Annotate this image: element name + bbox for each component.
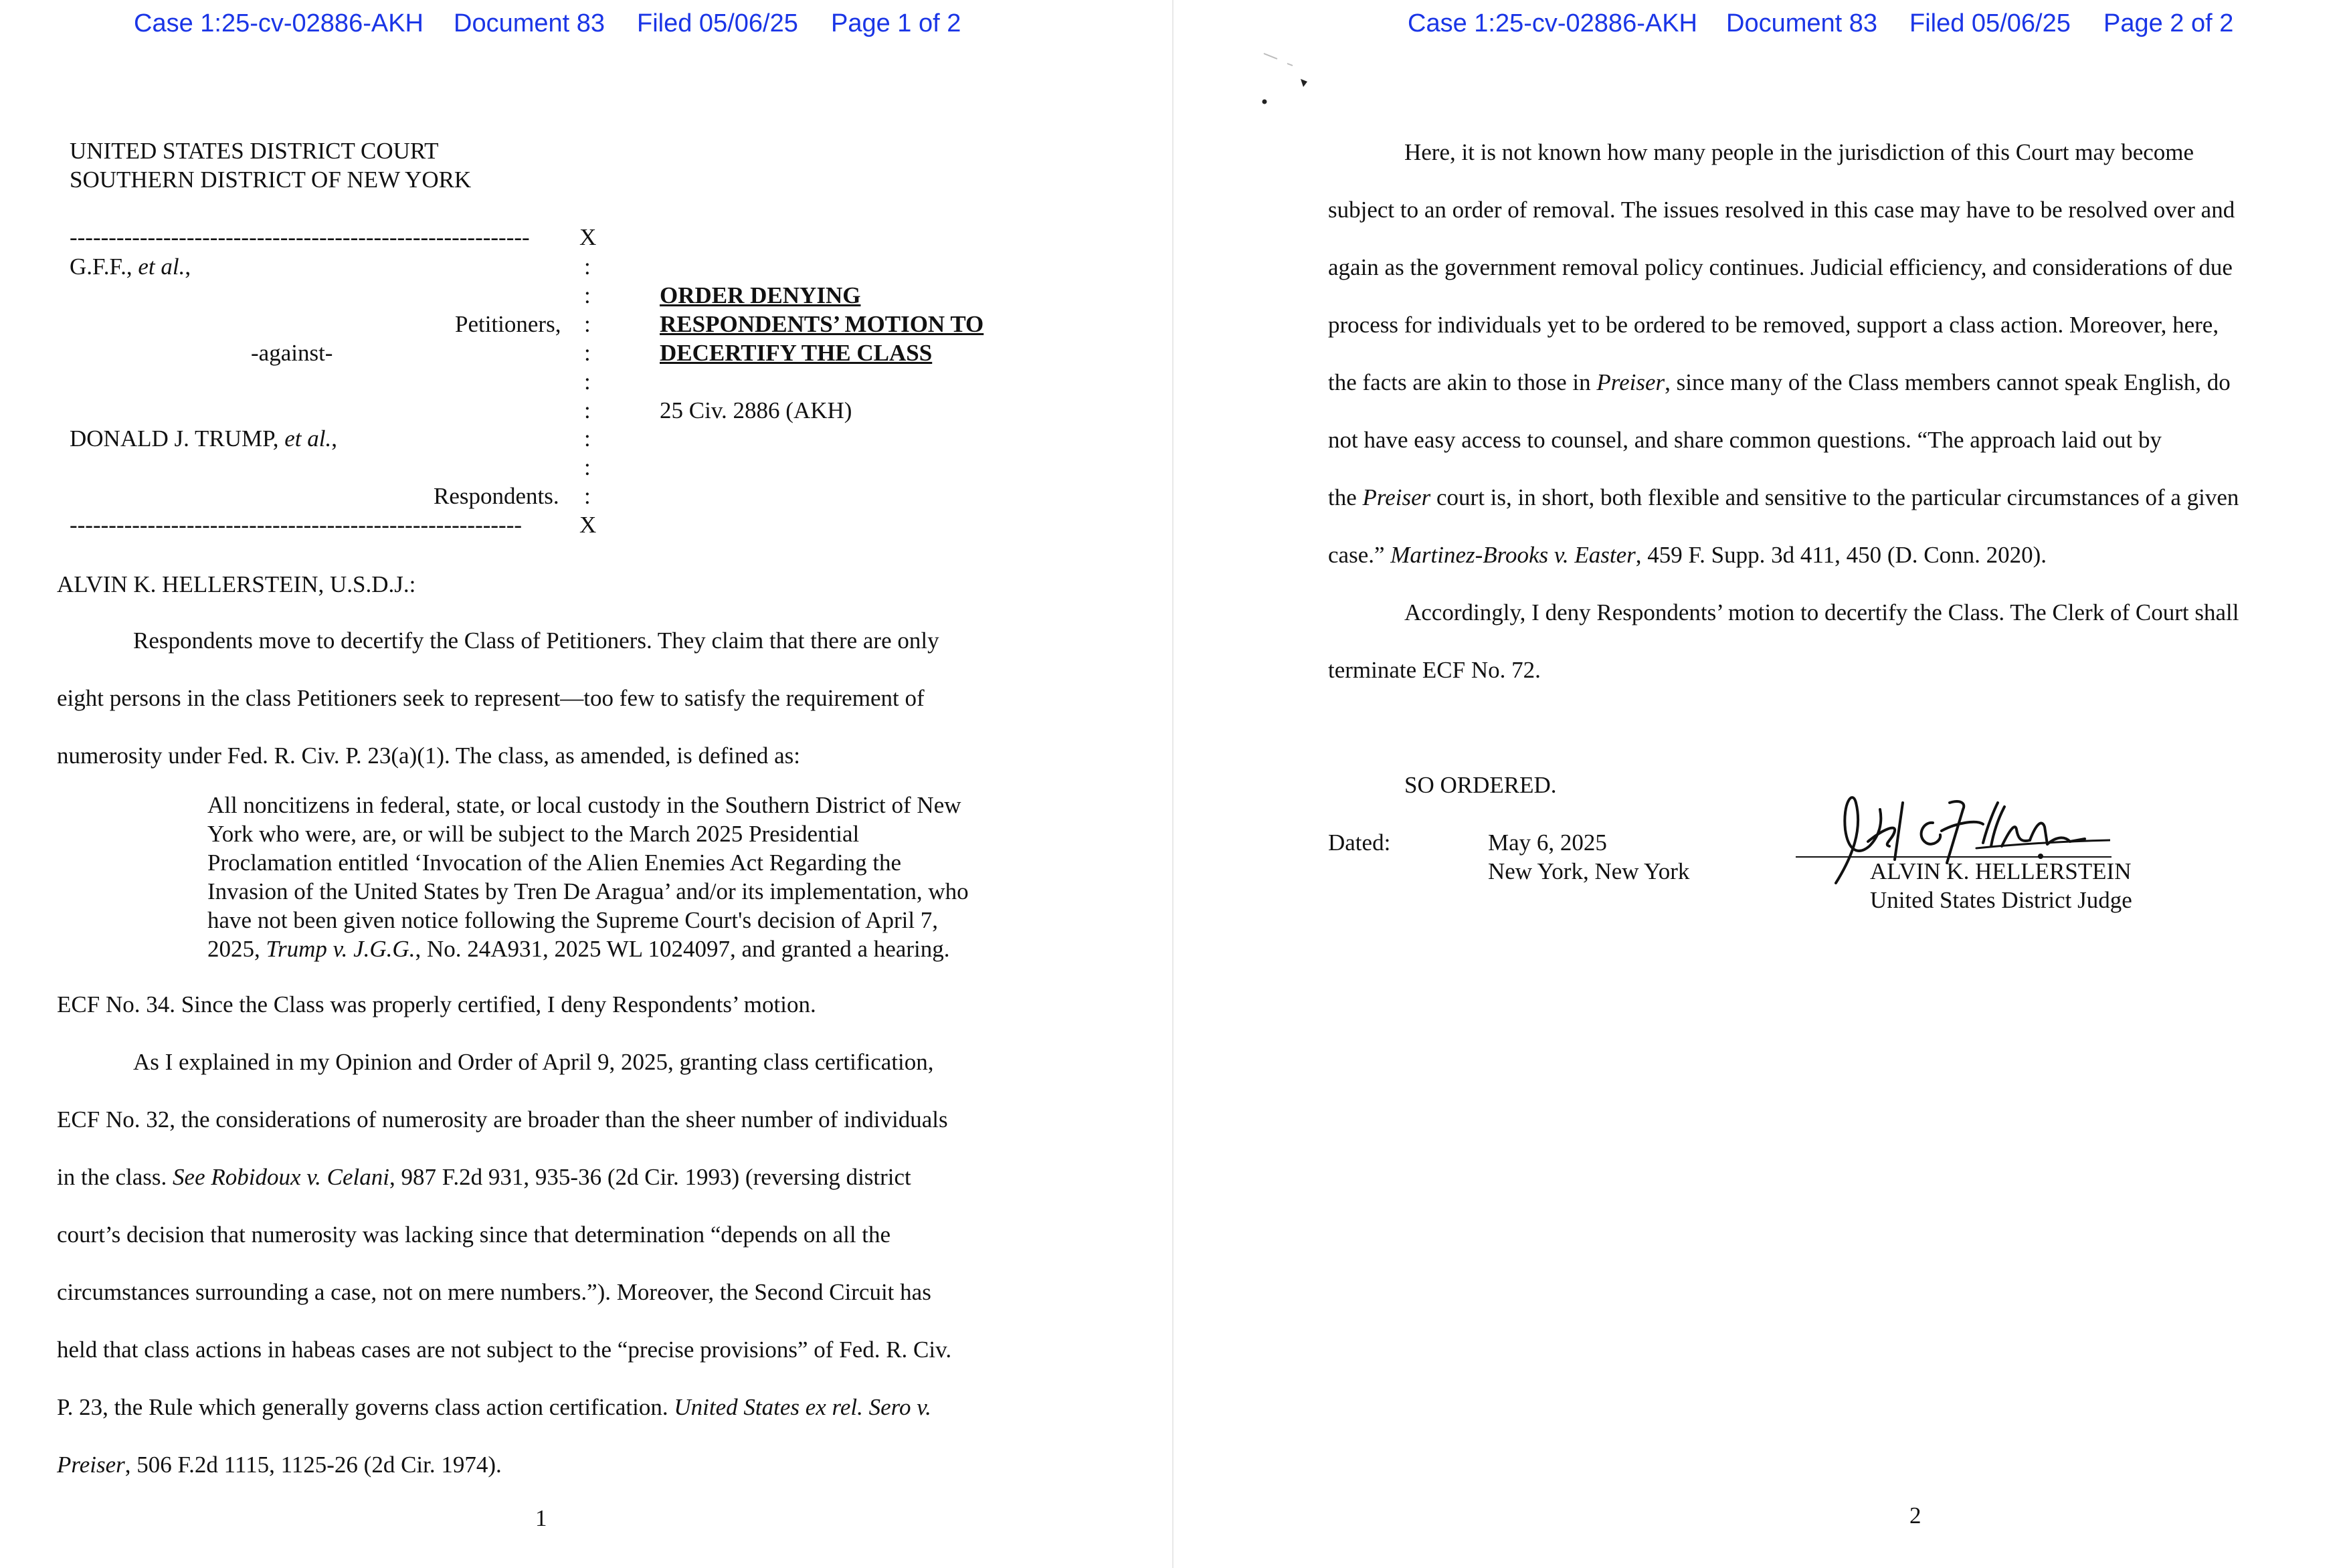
p2-para1-line-6: not have easy access to counsel, and share common questions. “The approach laid out by xyxy=(1328,427,2162,453)
blockquote-line-1: All noncitizens in federal, state, or local custody in the Southern District of New xyxy=(207,792,961,818)
p2-para1-line-3: again as the government removal policy continues. Judicial efficiency, and considerations of due xyxy=(1328,254,2233,280)
docket-number: 25 Civ. 2886 (AKH) xyxy=(660,397,852,423)
caption-petitioners-role: Petitioners, xyxy=(455,311,561,337)
judge-heading: ALVIN K. HELLERSTEIN, U.S.D.J.: xyxy=(57,571,416,597)
p2-para2-line-1: Accordingly, I deny Respondents’ motion to decertify the Class. The Clerk of Court shall xyxy=(1404,599,2239,625)
header-document-number: Document 83 xyxy=(454,9,605,37)
p2-para1-line-5-text-a: the facts are akin to those in xyxy=(1328,369,1597,395)
dated-label: Dated: xyxy=(1328,829,1391,856)
caption-against: -against- xyxy=(251,340,333,366)
caption-respondents-role: Respondents. xyxy=(434,483,559,509)
petitioner-name-text: G.F.F., xyxy=(70,254,138,280)
p2-para1-line-8-text-a: case.” xyxy=(1328,542,1391,568)
caption-colon-5: : xyxy=(584,369,591,395)
caption-respondent-name xyxy=(70,424,337,453)
scan-marks xyxy=(1260,40,1341,120)
respondent-tail-text: , xyxy=(331,425,337,452)
para3-line-8 xyxy=(57,1452,502,1478)
caption-petitioner-name xyxy=(70,252,191,281)
para3-line-2: ECF No. 32, the considerations of numerosity are broader than the sheer number of individuals xyxy=(57,1106,948,1133)
p2-para1-line-8 xyxy=(1328,542,2047,569)
blockquote-line-4: Invasion of the United States by Tren De Aragua’ and/or its implementation, who xyxy=(207,878,969,904)
signer-name: ALVIN K. HELLERSTEIN xyxy=(1870,858,2132,884)
court-name-line-1: UNITED STATES DISTRICT COURT xyxy=(70,138,439,164)
header-page-indicator: Page 2 of 2 xyxy=(2103,9,2234,37)
court-name xyxy=(70,136,471,194)
para1-line-3: numerosity under Fed. R. Civ. P. 23(a)(1). The class, as amended, is defined as: xyxy=(57,743,801,769)
blockquote-line-2: York who were, are, or will be subject to the March 2025 Presidential xyxy=(207,821,860,847)
p2-para1-line-7-text-b: court is, in short, both flexible and sensitive to the particular circumstances of a given xyxy=(1430,484,2239,510)
header-filed-date: Filed 05/06/25 xyxy=(637,9,798,37)
case-citation-trump: Trump v. J.G.G. xyxy=(266,936,415,962)
caption-x-bottom: X xyxy=(579,512,597,538)
date-place: New York, New York xyxy=(1488,858,1690,884)
p2-para1-line-7-text-a: the xyxy=(1328,484,1363,510)
caption-dash-line-bottom: ---------------------------------------------------------- xyxy=(70,512,523,538)
blockquote-line-6 xyxy=(207,935,969,963)
case-citation-preiser-2: Preiser xyxy=(1362,484,1431,510)
blockquote-line-3: Proclamation entitled ‘Invocation of the Alien Enemies Act Regarding the xyxy=(207,850,902,876)
caption-colon-6: : xyxy=(584,397,591,423)
caption-colon-1: : xyxy=(584,254,591,280)
p2-para1-line-1: Here, it is not known how many people in the jurisdiction of this Court may become xyxy=(1404,139,2194,165)
case-citation-martinez-brooks: Martinez-Brooks v. Easter xyxy=(1390,542,1636,568)
caption-colon-2: : xyxy=(584,282,591,308)
caption-colon-3: : xyxy=(584,311,591,337)
caption-colon-8: : xyxy=(584,454,591,480)
page-2 xyxy=(1174,0,2347,1568)
page-number: 1 xyxy=(535,1505,547,1531)
respondent-name-text: DONALD J. TRUMP, xyxy=(70,425,285,452)
header-case-number: Case 1:25-cv-02886-AKH xyxy=(134,9,424,37)
case-citation-preiser: Preiser xyxy=(1596,369,1665,395)
order-title-line-2: RESPONDENTS’ MOTION TO xyxy=(660,311,984,337)
p2-para1-line-5-text-b: , since many of the Class members cannot speak English, do xyxy=(1665,369,2231,395)
page-number: 2 xyxy=(1909,1502,1921,1529)
petitioner-etal-text: et al. xyxy=(138,254,185,280)
para3-line-7 xyxy=(57,1394,931,1421)
class-definition-blockquote xyxy=(207,791,969,963)
order-title-line-3: DECERTIFY THE CLASS xyxy=(660,340,933,366)
petitioner-tail-text: , xyxy=(185,254,191,280)
p2-para1-line-5 xyxy=(1328,369,2231,396)
court-name-line-2: SOUTHERN DISTRICT OF NEW YORK xyxy=(70,167,472,193)
header-page-indicator: Page 1 of 2 xyxy=(831,9,961,37)
para3-line-8-text-b: , 506 F.2d 1115, 1125-26 (2d Cir. 1974). xyxy=(124,1452,502,1478)
signature-line xyxy=(1796,856,2111,858)
p2-para1-line-4: process for individuals yet to be ordered to be removed, support a class action. Moreover, here, xyxy=(1328,312,2219,338)
para1-line-2: eight persons in the class Petitioners seek to represent—too few to satisfy the requirement of xyxy=(57,685,925,711)
caption-colon-4: : xyxy=(584,340,591,366)
order-title xyxy=(660,281,983,367)
para3-line-3-text-b: , 987 F.2d 931, 935-36 (2d Cir. 1993) (reversing district xyxy=(389,1164,911,1190)
para1-line-1: Respondents move to decertify the Class of Petitioners. They claim that there are only xyxy=(133,627,939,654)
order-title-line-1: ORDER DENYING xyxy=(660,282,861,308)
respondent-etal-text: et al. xyxy=(284,425,332,452)
blockquote-line-6-text-a: 2025, xyxy=(207,936,266,962)
para3-line-6: held that class actions in habeas cases are not subject to the “precise provisions” of Fed. R. Civ. xyxy=(57,1337,952,1363)
signer-title: United States District Judge xyxy=(1870,887,2132,913)
caption-x-top: X xyxy=(579,224,597,250)
header-document-number: Document 83 xyxy=(1726,9,1878,37)
header-filed-date: Filed 05/06/25 xyxy=(1909,9,2071,37)
date-value: May 6, 2025 xyxy=(1488,829,1607,856)
p2-para1-line-2: subject to an order of removal. The issues resolved in this case may have to be resolved over and xyxy=(1328,197,2235,223)
blockquote-line-6-text-b: , No. 24A931, 2025 WL 1024097, and granted a hearing. xyxy=(415,936,950,962)
para3-line-3-text-a: in the class. xyxy=(57,1164,173,1190)
case-citation-preiser: Preiser xyxy=(57,1452,125,1478)
caption-dash-line-top: ----------------------------------------------------------- xyxy=(70,224,530,250)
para3-line-5: circumstances surrounding a case, not on mere numbers.”). Moreover, the Second Circuit has xyxy=(57,1279,931,1305)
caption-colon-7: : xyxy=(584,425,591,452)
para3-line-7-text-a: P. 23, the Rule which generally governs class action certification. xyxy=(57,1394,674,1420)
p2-para1-line-8-text-b: , 459 F. Supp. 3d 411, 450 (D. Conn. 2020). xyxy=(1635,542,2047,568)
so-ordered: SO ORDERED. xyxy=(1404,772,1557,798)
para2-line: ECF No. 34. Since the Class was properly certified, I deny Respondents’ motion. xyxy=(57,991,816,1017)
blockquote-line-5: have not been given notice following the Supreme Court's decision of April 7, xyxy=(207,907,939,933)
para3-line-4: court’s decision that numerosity was lacking since that determination “depends on all the xyxy=(57,1221,891,1248)
caption-colon-9: : xyxy=(584,483,591,509)
para3-line-3 xyxy=(57,1164,911,1191)
header-case-number: Case 1:25-cv-02886-AKH xyxy=(1408,9,1697,37)
p2-para1-line-7 xyxy=(1328,484,2239,511)
para3-line-1: As I explained in my Opinion and Order of April 9, 2025, granting class certification, xyxy=(133,1049,934,1075)
case-citation-sero: United States ex rel. Sero v. xyxy=(674,1394,931,1420)
p2-para2-line-2: terminate ECF No. 72. xyxy=(1328,657,1541,683)
case-citation-robidoux: See Robidoux v. Celani xyxy=(173,1164,390,1190)
